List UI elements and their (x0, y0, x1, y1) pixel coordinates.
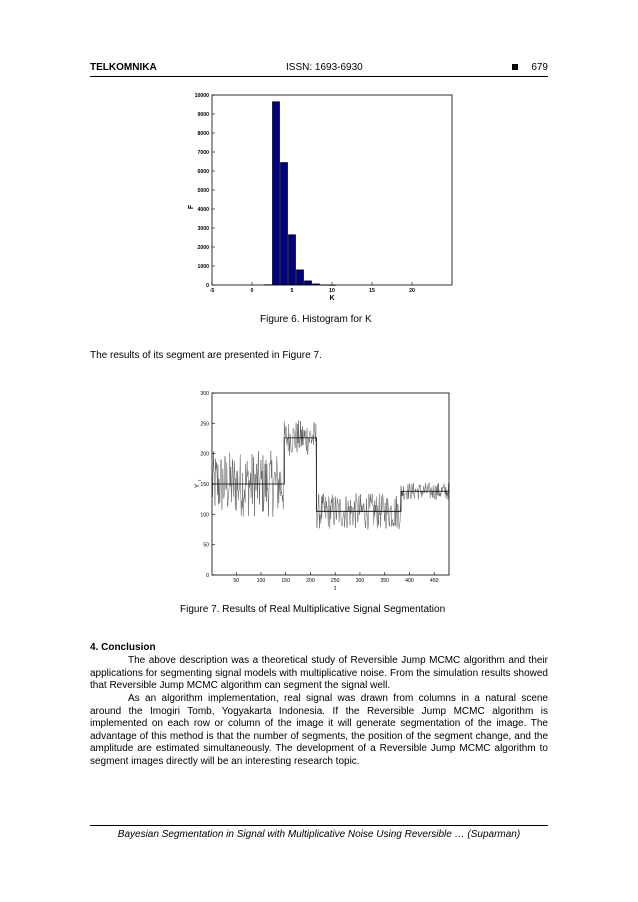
issn: ISSN: 1693-6930 (286, 62, 363, 73)
page-footer: Bayesian Segmentation in Signal with Multiplicative Noise Using Reversible … (Suparman) (117, 829, 521, 840)
x-tick-label: 300 (355, 578, 365, 584)
y-tick-label: 50 (203, 542, 209, 549)
y-tick-label: 6000 (197, 169, 209, 175)
y-tick-label: 4000 (197, 207, 209, 213)
y-tick-label: 1000 (197, 264, 209, 270)
conclusion-paragraph-1: The above description was a theoretical study of Reversible Jump MCMC algorithm and their applications for segmenting signal models with multiplicative noise. From the simulation results showed that Reversible Jump MCMC algorithm can segment the signal well. (90, 655, 548, 692)
x-tick-label: 150 (281, 578, 291, 584)
x-tick-label: 200 (306, 578, 315, 584)
x-tick-label: 450 (429, 578, 439, 584)
x-tick-label: 0 (250, 288, 254, 294)
x-tick-label: 400 (405, 578, 414, 584)
signal-line (212, 421, 449, 530)
y-axis-label-subscript: t (197, 479, 202, 481)
y-axis-label: F (188, 204, 195, 210)
y-tick-label: 5000 (197, 188, 209, 194)
y-tick-label: 3000 (197, 226, 209, 232)
y-tick-label: 7000 (197, 150, 209, 156)
y-tick-label: 0 (206, 573, 209, 579)
x-tick-label: 100 (256, 578, 266, 584)
y-axis-label: Y (194, 483, 201, 489)
page-number: 679 (531, 62, 548, 73)
y-tick-label: 0 (206, 283, 209, 289)
y-tick-label: 300 (200, 391, 209, 397)
conclusion-paragraph-2: As an algorithm implementation, real signal was drawn from columns in a natural scene around the Imogiri Tomb, Yogyakarta Indonesia. If the Reversible Jump MCMC algorithm is implemented on each row or column of the image it will generate segmentation of the image. The advantage of this method is that the number of segments, the position of the segment change, and the amplitude are estimated simultaneously. The development of a Reversible Jump MCMC algorithm to segment images directly will be an interesting research topic. (90, 693, 548, 767)
x-tick-label: 20 (409, 288, 415, 294)
figure-7-caption: Figure 7. Results of Real Multiplicative Signal Segmentation (180, 604, 446, 615)
y-tick-label: 250 (200, 421, 209, 428)
y-tick-label: 10000 (194, 93, 209, 99)
x-tick-label: 5 (290, 288, 294, 294)
y-tick-label: 2000 (197, 245, 209, 251)
x-tick-label: -5 (209, 288, 215, 294)
y-tick-label: 100 (200, 512, 209, 519)
x-tick-label: 350 (380, 578, 390, 584)
y-tick-label: 9000 (197, 112, 209, 118)
footer-rule (90, 825, 548, 826)
section-heading: 4. Conclusion (90, 642, 156, 653)
x-axis-label: K (329, 295, 335, 302)
x-tick-label: 250 (330, 578, 340, 584)
y-tick-label: 150 (200, 482, 209, 488)
intro-paragraph: The results of its segment are presented in Figure 7. (90, 350, 322, 361)
x-tick-label: 15 (369, 288, 375, 294)
y-tick-label: 200 (200, 451, 209, 458)
x-axis-label: t (334, 585, 337, 592)
x-tick-label: 50 (233, 578, 240, 584)
journal-name: TELKOMNIKA (90, 62, 157, 73)
x-tick-label: 10 (329, 288, 335, 294)
figure-6-caption: Figure 6. Histogram for K (260, 314, 372, 325)
y-tick-label: 8000 (197, 131, 209, 137)
